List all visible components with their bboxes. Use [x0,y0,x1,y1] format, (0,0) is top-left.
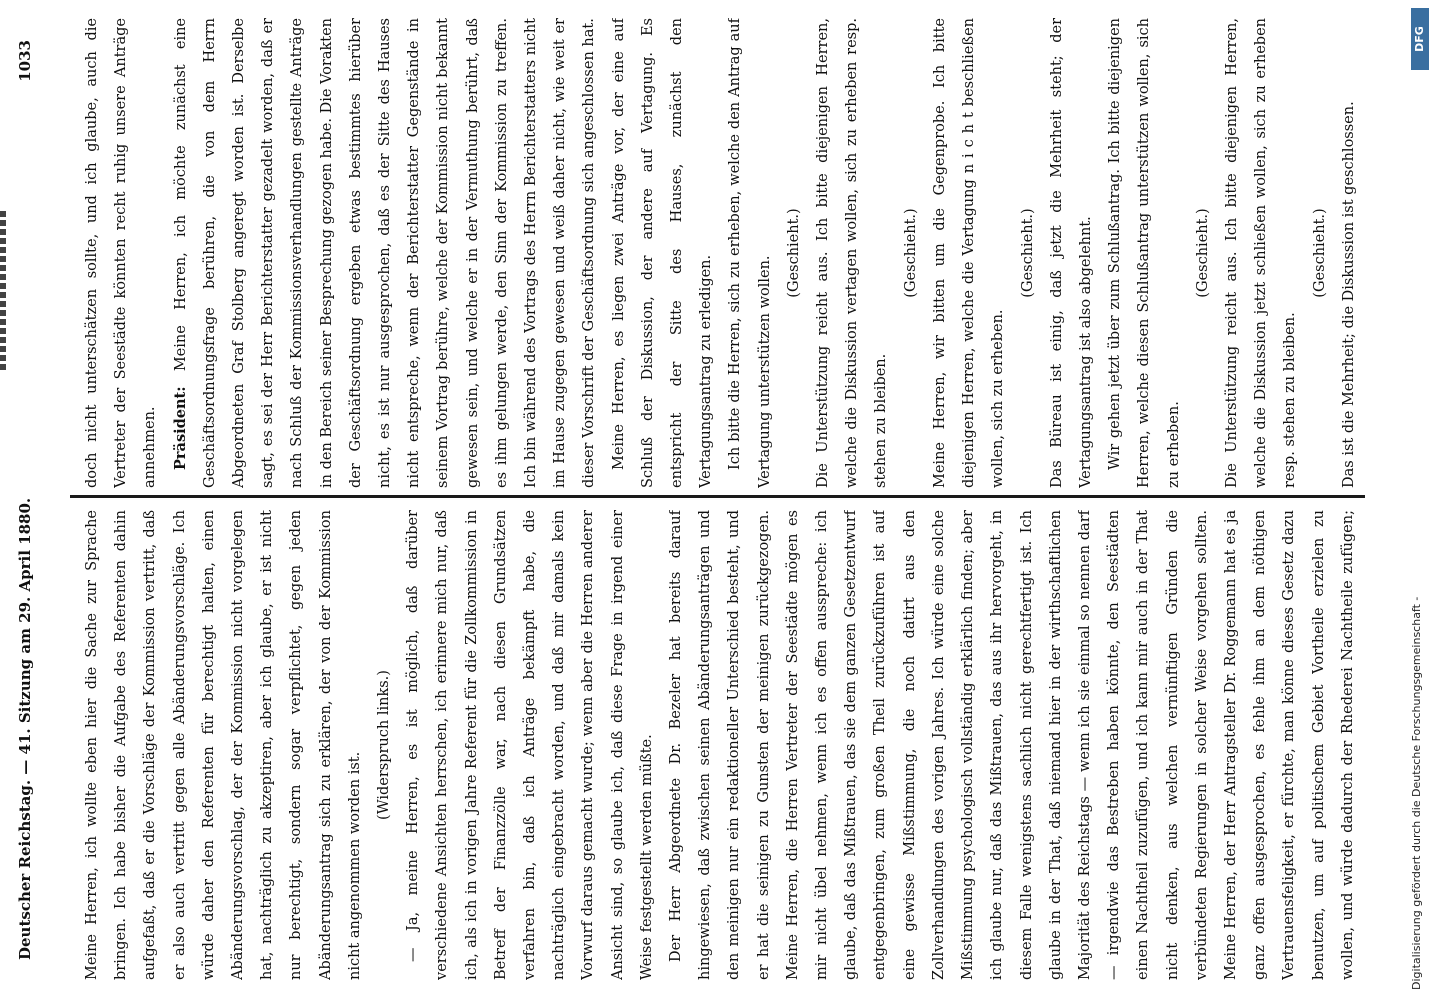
running-head [8,40,48,960]
running-head-title: Deutscher Reichstag. — 41. Sitzung am 29. April 1880. [16,497,34,960]
stage-direction: (Geschieht.) [785,208,802,298]
stage-direction: (Geschieht.) [902,208,919,298]
paragraph: doch nicht unterschätzen sollte, und ich glaube, auch die Vertreter der Seestädte könnten recht ruhig unsere Anträge annehmen. [84,18,159,488]
paragraph: Der Herr Abgeordnete Dr. Bezeler hat bereits darauf hingewiesen, daß zwischen seinen Abänderungsanträgen und den meinigen nur ein redaktioneller Unterschied besteht, und er hat die seinigen zu Gunsten der meinigen zurückgezogen. Meine Herren, die Herren Vertreter der Seestädte mögen es mir nicht übel nehmen, wenn ich es offen ausspreche: ich glaube, daß das Mißtrauen, das sie dem ganzen Gesetzentwurf entgegenbringen, zum großen Theil zurückzuführen ist auf eine gewisse Mißstimmung, die noch datirt aus den Zollverhandlungen des vorigen Jahres. Ich würde eine solche Mißstimmung psychologisch vollständig erklärlich finden; aber ich glaube nur, daß das Mißtrauen, das aus ihr hervorgeht, in diesem Falle wenigstens sachlich nicht gerechtfertigt ist. Ich glaube in der That, daß niemand hier in der wirthschaftlichen Majorität des Reichstags — wenn ich sie einmal so nennen darf — irgendwie das Bestreben haben könnte, den Seestädten einen Nachtheil zuzufügen, und ich kann mir auch in der That nicht denken, aus welchen vernünftigen Gründen die verbündeten Regierungen in solcher Weise vorgehen sollten. Meine Herren, der Herr Antragsteller Dr. Roggemann hat es ja ganz offen ausgesprochen, es fehle ihm an dem nöthigen Vertrauensfeligkeit, er fürchte, man könne dieses Gesetz dazu benutzen, um auf politischem Gebiet Vortheile erzielen zu wollen, und würde dadurch der Rhederei Nachtheile zufügen; [668,510,1356,980]
left-column [78,510,1363,980]
right-column [78,18,1363,488]
dfg-logo-text: DFG [1413,26,1426,52]
paragraph: Die Unterstützung reicht aus. Ich bitte diejenigen Herren, welche die Diskussion vertagen wollen, sich zu erheben resp. stehen zu bleiben. [815,18,890,488]
paragraph: Wir gehen jetzt über zum Schlußantrag. Ich bitte diejenigen Herren, welche diesen Schlußantrag unterstützen wollen, sich zu erheben. [1107,18,1182,488]
digitization-credit [1405,110,1429,990]
paragraph: — Ja, meine Herren, es ist möglich, daß darüber verschiedene Ansichten herrschen, ich erinnere mich nur, daß ich, als ich in vorigen Jahre Referent für die Zollkommission in Betreff der Finanzzölle war, nach diesen Grundsätzen verfahren bin, daß ich Anträge bekämpft habe, die nachträglich eingebracht worden, und daß mir damals kein Vorwurf daraus gemacht wurde; wenn aber die Herren anderer Ansicht sind, so glaube ich, daß diese Frage in irgend einer Weise festgestellt werden müßte. [405,510,655,980]
stage-direction: (Geschieht.) [1019,208,1036,298]
digitization-credit-text: Digitalisierung gefördert durch die Deutsche Forschungsgemeinschaft - [1410,596,1423,990]
stage-direction: (Geschieht.) [1194,208,1211,298]
paragraph: Das Büreau ist einig, daß jetzt die Mehrheit steht; der Vertagungsantrag ist also abgelehnt. [1048,18,1094,488]
stage-direction: (Geschieht.) [1311,208,1328,298]
paragraph: Präsident: Meine Herren, ich möchte zunächst eine Geschäftsordnungsfrage berühren, die von dem Herrn Abgeordneten Graf Stolberg angeregt worden ist. Derselbe sagt, es sei der Herr Berichterstatter gezadelt worden, daß er nach Schluß der Kommissionsverhandlungen gestellte Anträge in den Bereich seiner Besprechung gezogen habe. Die Vorakten der Geschäftsordnung ergeben etwas bestimmtes hierüber nicht, es ist nur ausgesprochen, daß es der Sitte des Hauses nicht entspreche, wenn der Berichterstatter Gegenstände in seinem Vortrag berühre, welche der Kommission nicht bekannt gewesen sein, und welche er in der Vermuthung berührt, daß es ihm gelungen werde, den Sinn der Kommission zu treffen. Ich bin während des Vortrags des Herrn Berichterstatters nicht im Hause zugegen gewesen und weiß daher nicht, wie weit er dieser Vorschrift der Geschäftsordnung sich angeschlossen hat. [171,18,598,488]
page-number: 1033 [16,40,34,82]
speaker-name: Präsident: [171,386,189,470]
paragraph: Die Unterstützung reicht aus. Ich bitte diejenigen Herren, welche die Diskussion jetzt schließen wollen, sich zu erheben resp. stehen zu bleiben. [1223,18,1299,488]
top-cut-artifact [0,210,6,370]
column-rule [70,495,1365,498]
paragraph: Meine Herren, es liegen zwei Anträge vor, der eine auf Schluß der Diskussion, der andere auf Vertagung. Es entspricht der Sitte des Hauses, zunächst den Vertagungsantrag zu erledigen. [610,18,715,488]
paragraph: Meine Herren, wir bitten um die Gegenprobe. Ich bitte diejenigen Herren, welche die Vertagung n i c h t beschließen wollen, sich zu erheben. [931,18,1007,488]
paragraph: Das ist die Mehrheit; die Diskussion ist geschlossen. [1340,101,1357,488]
paragraph: Ich bitte die Herren, sich zu erheben, welche den Antrag auf Vertagung unterstützen wollen. [727,18,773,488]
dfg-logo [1411,8,1429,70]
stage-direction: (Widerspruch links.) [376,670,393,820]
paragraph: Meine Herren, ich wollte eben hier die Sache zur Sprache bringen. Ich habe bisher die Aufgabe des Referenten dahin aufgefaßt, daß er die Vorschläge der Kommission vertritt, daß er also auch vertritt gegen alle Abänderungsvorschläge. Ich würde daher den Referenten für berechtigt halten, einen Abänderungsvorschlag, der der Kommission nicht vorgelegen hat, nachträglich zu akzeptiren, aber ich glaube, er ist nicht nur berechtigt, sondern sogar verpflichtet, gegen jeden Abänderungsantrag sich zu erklären, der von der Kommission nicht angenommen worden ist. [84,510,363,980]
